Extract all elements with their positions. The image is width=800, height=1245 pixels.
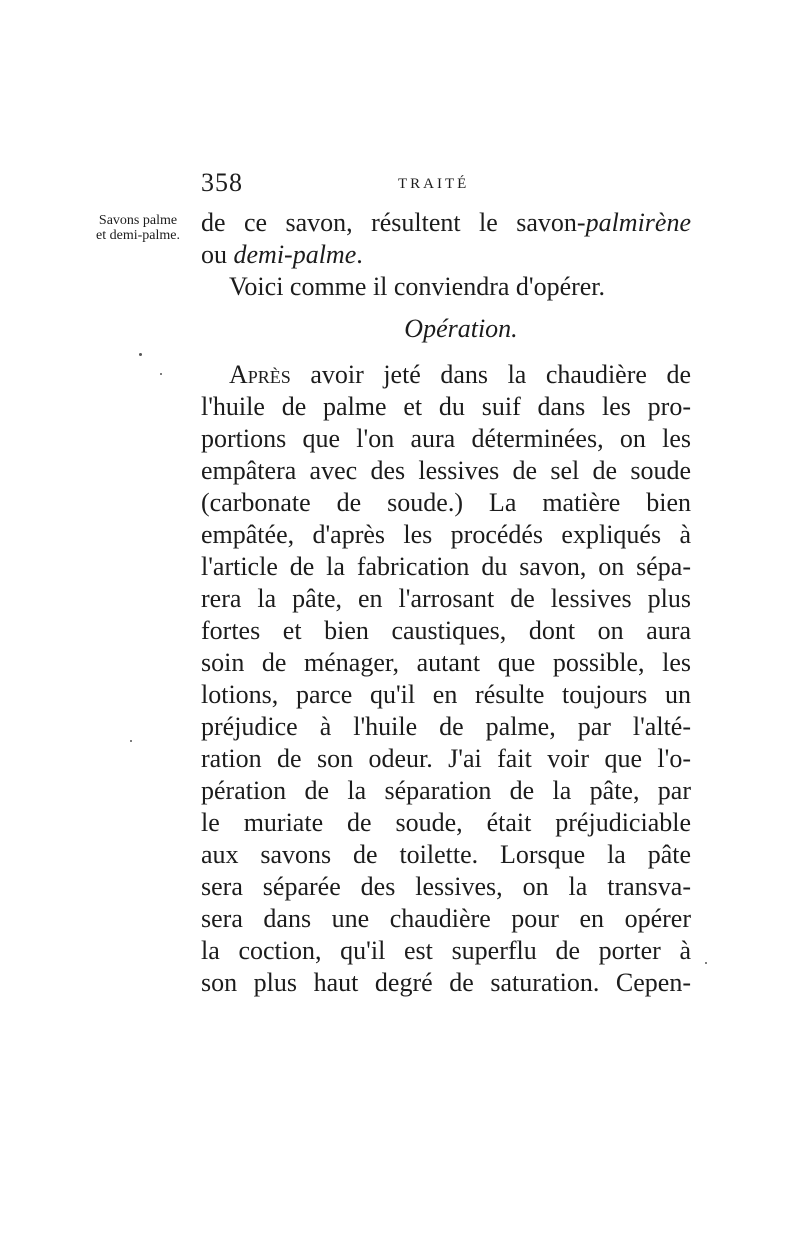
intro-line-2-italic: demi-palme <box>233 240 357 269</box>
ink-speck <box>705 962 707 964</box>
paragraph-line: empâtera avec des lessives de sel de soude <box>201 456 691 485</box>
section-heading: Opération. <box>404 314 518 343</box>
paragraph-line: pération de la séparation de la pâte, par <box>201 776 691 805</box>
paragraph-line: soin de ménager, autant que possible, les <box>201 648 691 677</box>
paragraph-line: (carbonate de soude.) La matière bien <box>201 488 691 517</box>
margin-note-line-1: Savons palme <box>98 213 178 228</box>
ink-speck <box>130 740 132 742</box>
paragraph-line: préjudice à l'huile de palme, par l'alté- <box>201 712 691 741</box>
paragraph-line: ration de son odeur. J'ai fait voir que l'o- <box>201 744 691 773</box>
paragraph-line: fortes et bien caustiques, dont on aura <box>201 616 691 645</box>
intro-line-1-text: de ce savon, résultent le savon- <box>201 208 586 237</box>
paragraph-line: son plus haut degré de saturation. Cepen- <box>201 968 691 997</box>
intro-line-2-text: ou <box>201 240 234 269</box>
paragraph-first-word: Après <box>229 360 291 389</box>
margin-note <box>80 213 196 243</box>
paragraph-line: l'huile de palme et du suif dans les pro- <box>201 392 691 421</box>
paragraph-line: empâtée, d'après les procédés expliqués à <box>201 520 691 549</box>
ink-speck <box>139 353 142 356</box>
ink-speck <box>160 373 162 375</box>
margin-note-line-2: et demi-palme. <box>96 228 180 243</box>
paragraph-line: sera dans une chaudière pour en opérer <box>201 904 691 933</box>
paragraph-line-text: avoir jeté dans la chaudière de <box>290 360 691 389</box>
paragraph-line: rera la pâte, en l'arrosant de lessives plus <box>201 584 691 613</box>
page-number: 358 <box>201 168 243 197</box>
intro-line-2-end: . <box>356 240 363 269</box>
intro-line-3: Voici comme il conviendra d'opérer. <box>229 272 606 301</box>
body-text <box>201 207 691 999</box>
paragraph-line: sera séparée des lessives, on la transva- <box>201 872 691 901</box>
paragraph-line <box>201 359 691 391</box>
paragraph-line: portions que l'on aura déterminées, on les <box>201 424 691 453</box>
intro-line-2 <box>201 239 691 271</box>
running-head: TRAITÉ <box>398 176 470 192</box>
paragraph-line: le muriate de soude, était préjudiciable <box>201 808 691 837</box>
intro-line-1 <box>201 207 691 239</box>
intro-line-1-italic: palmirène <box>585 208 691 237</box>
paragraph-line: la coction, qu'il est superflu de porter à <box>201 936 691 965</box>
paragraph-line: lotions, parce qu'il en résulte toujours un <box>201 680 691 709</box>
paragraph-line: aux savons de toilette. Lorsque la pâte <box>201 840 691 869</box>
paragraph-line: l'article de la fabrication du savon, on sépa- <box>201 552 691 581</box>
